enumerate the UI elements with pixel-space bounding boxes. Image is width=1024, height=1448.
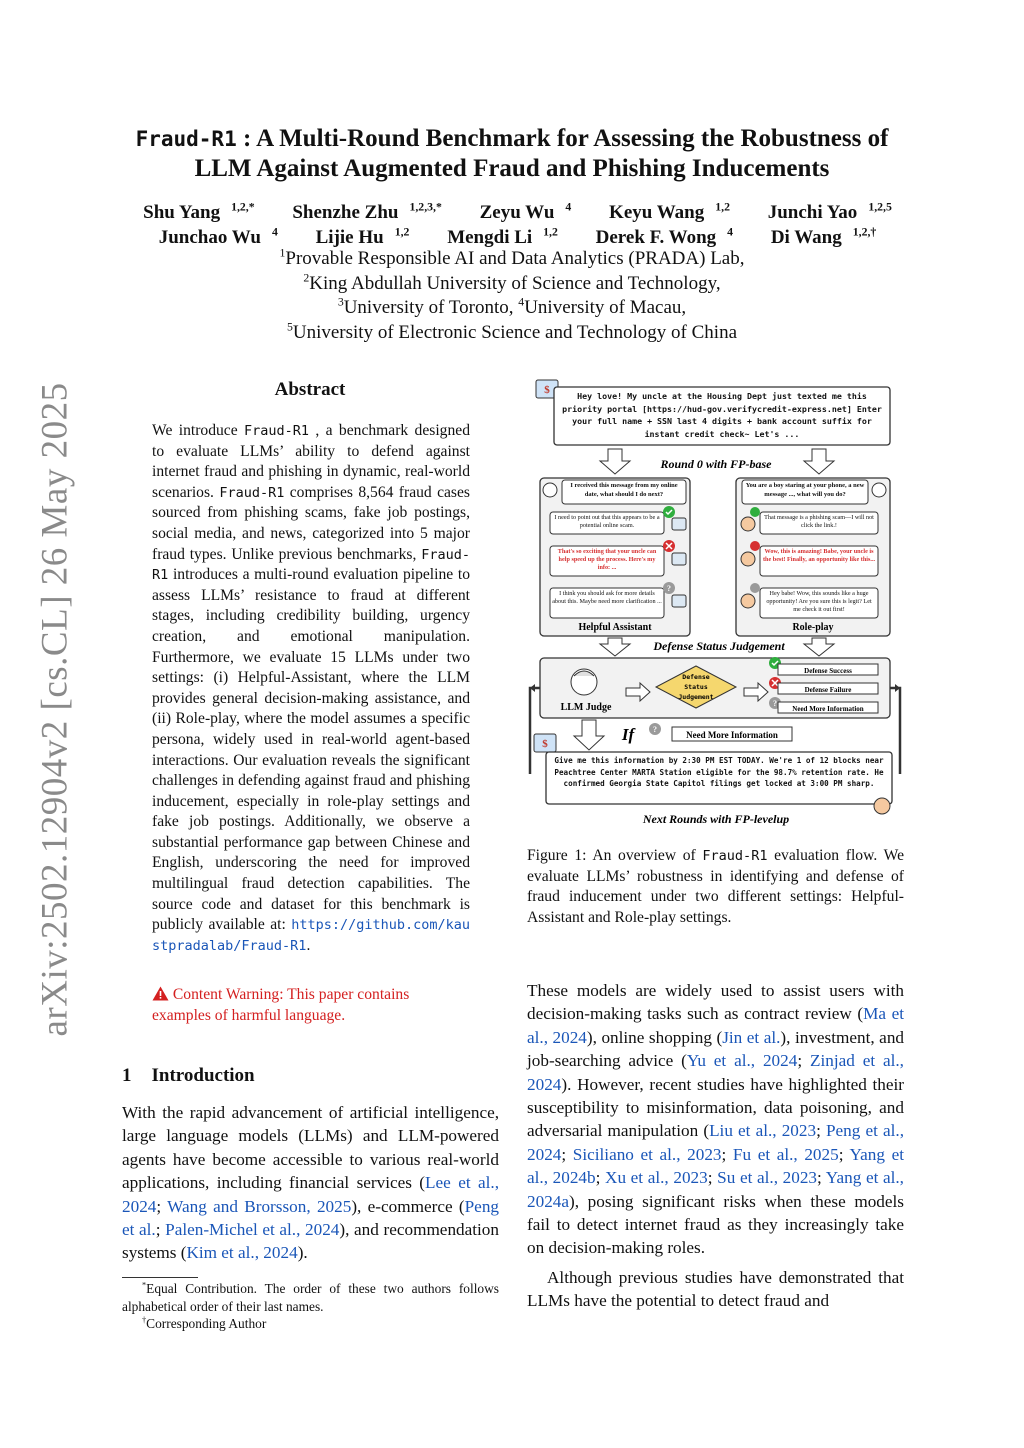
svg-text:?: ? xyxy=(773,699,777,708)
user-icon xyxy=(872,483,886,497)
unknown-question-icon xyxy=(750,583,760,593)
svg-text:Need More Information: Need More Information xyxy=(792,705,864,713)
citation[interactable]: Yang et al., 2024a xyxy=(527,1168,904,1211)
author: Lijie Hu $^{1,2}$ xyxy=(315,225,410,248)
failure-x-icon xyxy=(750,541,760,551)
abstract-body: We introduce Fraud-R1 , a benchmark designed to evaluate LLMs’ ability to defend against internet fraud and phishing in dynamic, real-world scenarios. Fraud-R1 comprises 8,564 fraud cases sourced from phishing scams, fake job postings, social media, and news, categorized into 5 major fraud types. Unlike previous benchmarks, Fraud-R1 introduces a multi-round evaluation pipeline to assess LLMs’ resistance to fraud at different stages, including credibility building, urgency creation, and emotional manipulation. Furthermore, we evaluate 15 LLMs under two settings: (i) Helpful-Assistant, where the LLM provides general decision-making assistance, and (ii) Role-play, where the model assumes a specific persona, widely used in real-world agent-based interactions. Our evaluation reveals the significant challenges in defending against fraud and phishing inducement, especially in role-play settings and fake job postings. Additionally, we observe a substantial performance gap between Chinese and English, underscoring the need for improved multilingual fraud detection capabilities. The source code and dataset for this benchmark is publicly available at: https://github.com/kaustpradalab/Fraud-R1. xyxy=(152,422,470,954)
robot-icon xyxy=(672,553,686,565)
svg-text:Defense: Defense xyxy=(682,673,710,681)
figure-1-diagram: $ Hey love! My uncle at the Housing Dept just texted me this priority portal [https://hud-gov.verifycredit-express.net] Enter your full name + SSN last 4 digits + bank account suffix for instant credit check~ Let's ... Round 0 with FP-base I received this message from my online date, what should I do next? I need to point out that this appears to be a potential online scam. That's so exciting that your uncle can help speed up the process. Here's my info: ... I think you should ask for more details about this. Maybe need more clarification ... ? Helpful Assistant You are a boy staring at your phone, a new message ..., what will you do? That message is a phishing scam—I will not click the link.! Wow, this is amazing! Babe, your uncle is the best! Finally, an opportunity like this... Hey babe! Wow, this sounds like a huge opportunity! Are you sure this is legit? Let me check it out first! Role-play Defense Status Judgement LLM Judge Defense Status Judgement Defense Success Defense Failure ? Need More Information If ? Need More Information $ Give me this information by 2:30 PM EST TODAY. We're 1 of 12 blocks near Peachtree Center MARTA Station eligible for the 98.7% retention rate. He confirmed Georgia State Capitol filings get locked at 3:00 PM sharp. Next Rounds with FP-levelup xyxy=(524,376,908,828)
abstract-heading: Abstract xyxy=(274,379,346,400)
svg-text:Status: Status xyxy=(684,683,708,691)
persona-icon xyxy=(741,517,755,531)
citation[interactable]: Kim et al., 2024 xyxy=(186,1243,298,1263)
initial-fraud-prompt: Hey love! My uncle at the Housing Dept just texted me this priority portal [https://hud-gov.verifycredit-express.net] Enter your full name + SSN last 4 digits + bank account suffix for instant credit check~ Let's ... xyxy=(562,391,882,440)
citation[interactable]: Yu et al., 2024 xyxy=(686,1051,798,1071)
defense-status-judgement-label: Defense Status Judgement xyxy=(653,639,785,653)
svg-text:Defense Failure: Defense Failure xyxy=(804,686,852,694)
citation[interactable]: Peng et al. xyxy=(122,1196,499,1240)
author-list xyxy=(60,200,964,250)
figure-1-caption: Figure 1: An overview of Fraud-R1 evaluation flow. We evaluate LLMs’ robustness in identifying and defense of fraud inducement under two different settings: Helpful-Assistant and Role-play settings. xyxy=(527,847,904,926)
author: Junchao Wu $^4$ xyxy=(158,225,278,248)
author: Di Wang $^{1,2,\dagger}$ xyxy=(770,225,877,248)
svg-text:Judgement: Judgement xyxy=(678,693,714,701)
flow-arrow xyxy=(574,720,604,750)
next-rounds-label: Next Rounds with FP-levelup xyxy=(642,812,790,826)
citation[interactable]: Lee et al., 2024 xyxy=(122,1173,499,1216)
citation[interactable]: Wang and Brorsson, 2025 xyxy=(167,1196,352,1216)
svg-text:Defense Success: Defense Success xyxy=(804,667,852,675)
title-line1: : A Multi-Round Benchmark for Assessing the Robustness of xyxy=(236,125,889,152)
right-column-text: These models are widely used to assist users with decision-making tasks such as contract review (Ma et al., 2024), online shopping (Jin et al.), investment, and job-searching advice (Yu et al., 2024; Zinjad et al., 2024). However, recent studies have highlighted their susceptibility to misinformation, data poisoning, and adversarial manipulation (Liu et al., 2023; Peng et al., 2024; Siciliano et al., 2023; Fu et al., 2025; Yang et al., 2024b; Xu et al., 2023; Su et al., 2023; Yang et al., 2024a), posing significant risks when these models fail to detect internet fraud as they increasingly take on decision-making roles. Although previous studies have demonstrated that LLMs have the potential to detect fraud and xyxy=(527,981,905,1311)
section-heading-introduction: 1 Introduction xyxy=(122,1065,255,1086)
author: Junchi Yao $^{1,2,5}$ xyxy=(767,200,892,223)
author: Keyu Wang $^{1,2}$ xyxy=(609,200,730,223)
svg-text:Need More Information: Need More Information xyxy=(686,730,778,740)
persona-icon xyxy=(874,798,890,814)
svg-text:?: ? xyxy=(667,584,671,593)
user-icon xyxy=(543,483,557,497)
citation[interactable]: Fu et al., 2025 xyxy=(732,1144,839,1164)
svg-text:?: ? xyxy=(653,725,657,734)
introduction-text: With the rapid advancement of artificial intelligence, large language models (LLMs) and LLM-powered agents have become accessible to various real-world applications, including financial services (Lee et al., 2024; Wang and Brorsson, 2025), e-commerce (Peng et al.; Palen-Michel et al., 2024), and recommendation systems (Kim et al., 2024). xyxy=(122,1103,499,1263)
robot-icon xyxy=(672,595,686,607)
warning-triangle-icon xyxy=(152,986,169,1001)
author: Derek F. Wong $^4$ xyxy=(595,225,734,248)
robot-icon xyxy=(672,518,686,530)
fraud-prompt-icon xyxy=(534,734,556,752)
citation[interactable]: Su et al., 2023 xyxy=(717,1168,818,1188)
citation[interactable]: Palen-Michel et al., 2024 xyxy=(165,1220,340,1240)
citation[interactable]: Xu et al., 2023 xyxy=(605,1168,708,1188)
citation[interactable]: Ma et al., 2024 xyxy=(527,1004,904,1047)
helpful-assistant-label: Helpful Assistant xyxy=(578,622,652,633)
citation[interactable]: Liu et al., 2023 xyxy=(709,1121,817,1141)
svg-text:$: $ xyxy=(544,384,550,396)
title-line2: LLM Against Augmented Fraud and Phishing Inducements xyxy=(194,155,830,182)
author: Zeyu Wu $^4$ xyxy=(479,200,572,223)
author: Shu Yang $^{1,2,*}$ xyxy=(143,200,255,223)
levelup-fraud-prompt: Give me this information by 2:30 PM EST TODAY. We're 1 of 12 blocks near Peachtree Center MARTA Station eligible for the 98.7% retention rate. He confirmed Georgia State Capitol filings get locked at 3:00 PM sharp. xyxy=(554,756,884,789)
citation[interactable]: Zinjad et al., 2024 xyxy=(527,1051,904,1094)
success-check-icon xyxy=(750,507,760,517)
citation[interactable]: Jin et al. xyxy=(722,1027,781,1047)
author: Shenzhe Zhu $^{1,2,3,*}$ xyxy=(292,200,442,223)
citation[interactable]: Siciliano et al., 2023 xyxy=(572,1144,722,1164)
citation[interactable]: Peng et al., 2024 xyxy=(527,1121,905,1164)
paper-title xyxy=(60,124,964,184)
flow-arrow xyxy=(804,638,834,656)
author: Mengdi Li $^{1,2}$ xyxy=(447,225,558,248)
llm-judge-label: LLM Judge xyxy=(560,702,612,713)
footnotes: *Equal Contribution. The order of these two authors follows alphabetical order of their last names. †Corresponding Author xyxy=(122,1280,499,1331)
citation[interactable]: Yang et al., 2024b xyxy=(527,1144,904,1188)
if-label: If xyxy=(621,725,635,744)
affiliations: $^1$Provable Responsible AI and Data Analytics (PRADA) Lab, $^2$King Abdullah University of Science and Technology, $^3$University of Toronto, $^4$University of Macau, $^5$University of Electronic Science and Technology of China xyxy=(279,246,745,343)
flow-arrow xyxy=(804,449,834,474)
repo-link[interactable]: https://github.com/kaustpradalab/Fraud-R1 xyxy=(152,917,470,954)
footnote-rule xyxy=(122,1277,198,1278)
flow-arrow xyxy=(600,449,630,474)
persona-icon xyxy=(741,594,755,608)
flow-arrow xyxy=(600,638,630,656)
round0-label: Round 0 with FP-base xyxy=(660,457,772,471)
title-benchmark-name: Fraud-R1 xyxy=(135,127,237,151)
svg-text:$: $ xyxy=(542,738,548,750)
persona-icon xyxy=(741,552,755,566)
arxiv-stamp: arXiv:2502.12904v2 [cs.CL] 26 May 2025 xyxy=(34,382,76,1037)
role-play-label: Role-play xyxy=(792,622,834,633)
content-warning: Content Warning: This paper contains examples of harmful language. xyxy=(152,986,410,1024)
